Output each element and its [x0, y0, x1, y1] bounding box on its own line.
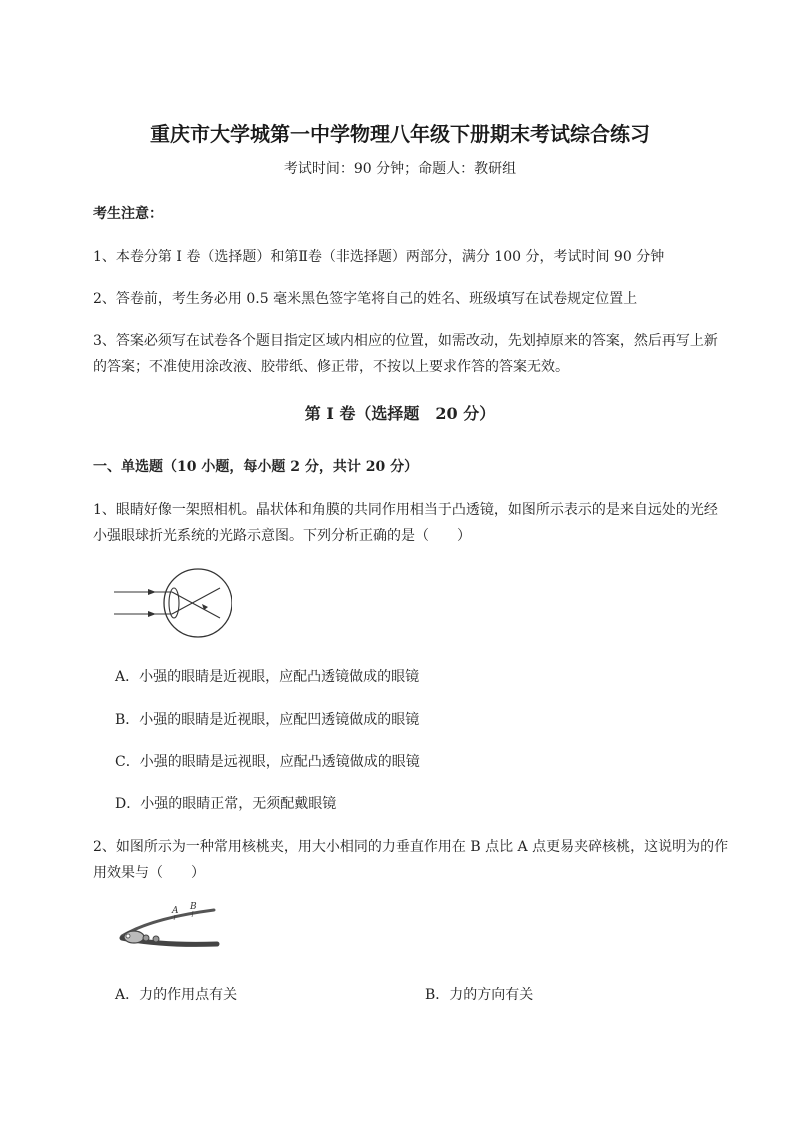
notice-heading: 考生注意：: [93, 206, 163, 222]
eye-light-path-figure: [112, 565, 232, 645]
exam-info: 考试时间：90 分钟；命题人：教研组: [283, 161, 517, 177]
notice-item-1: 1、本卷分第 I 卷（选择题）和第Ⅱ卷（非选择题）两部分，满分 100 分，考试时间 90 分钟: [93, 249, 665, 265]
question-1-line-1: 1、眼睛好像一架照相机。晶状体和角膜的共同作用相当于凸透镜，如图所示表示的是来自远处的光经: [93, 502, 718, 518]
notice-item-3-line-2: 的答案；不准使用涂改液、胶带纸、修正带，不按以上要求作答的答案无效。: [93, 359, 569, 375]
question-2-line-2: 用效果与（ ）: [93, 865, 205, 881]
section-title: 第 I 卷（选择题 20 分）: [304, 404, 496, 423]
notice-item-2: 2、答卷前，考生务必用 0.5 毫米黑色签字笔将自己的姓名、班级填写在试卷规定位置上: [93, 291, 638, 307]
question-2-option-a: A．力的作用点有关: [115, 987, 238, 1003]
question-1-option-b: B．小强的眼睛是近视眼，应配凹透镜做成的眼镜: [115, 712, 420, 728]
page-title: 重庆市大学城第一中学物理八年级下册期末考试综合练习: [150, 122, 650, 146]
question-1-option-d: D．小强的眼睛正常，无须配戴眼镜: [115, 796, 337, 812]
question-2-option-b: B．力的方向有关: [425, 987, 534, 1003]
point-a-label: A: [172, 906, 179, 916]
question-1-option-a: A．小强的眼睛是近视眼，应配凸透镜做成的眼镜: [115, 669, 420, 685]
point-b-label: B: [190, 902, 197, 912]
question-1-option-c: C．小强的眼睛是远视眼，应配凸透镜做成的眼镜: [115, 754, 420, 770]
part-heading: 一、单选题（10 小题，每小题 2 分，共计 20 分）: [93, 459, 419, 475]
question-2-line-1: 2、如图所示为一种常用核桃夹，用大小相同的力垂直作用在 B 点比 A 点更易夹碎核桃，这说明为的作: [93, 839, 729, 855]
notice-item-3-line-1: 3、答案必须写在试卷各个题目指定区域内相应的位置，如需改动，先划掉原来的答案，然后再写上新: [93, 333, 718, 349]
nutcracker-figure: [112, 902, 227, 952]
question-1-line-2: 小强眼球折光系统的光路示意图。下列分析正确的是（ ）: [93, 528, 471, 544]
